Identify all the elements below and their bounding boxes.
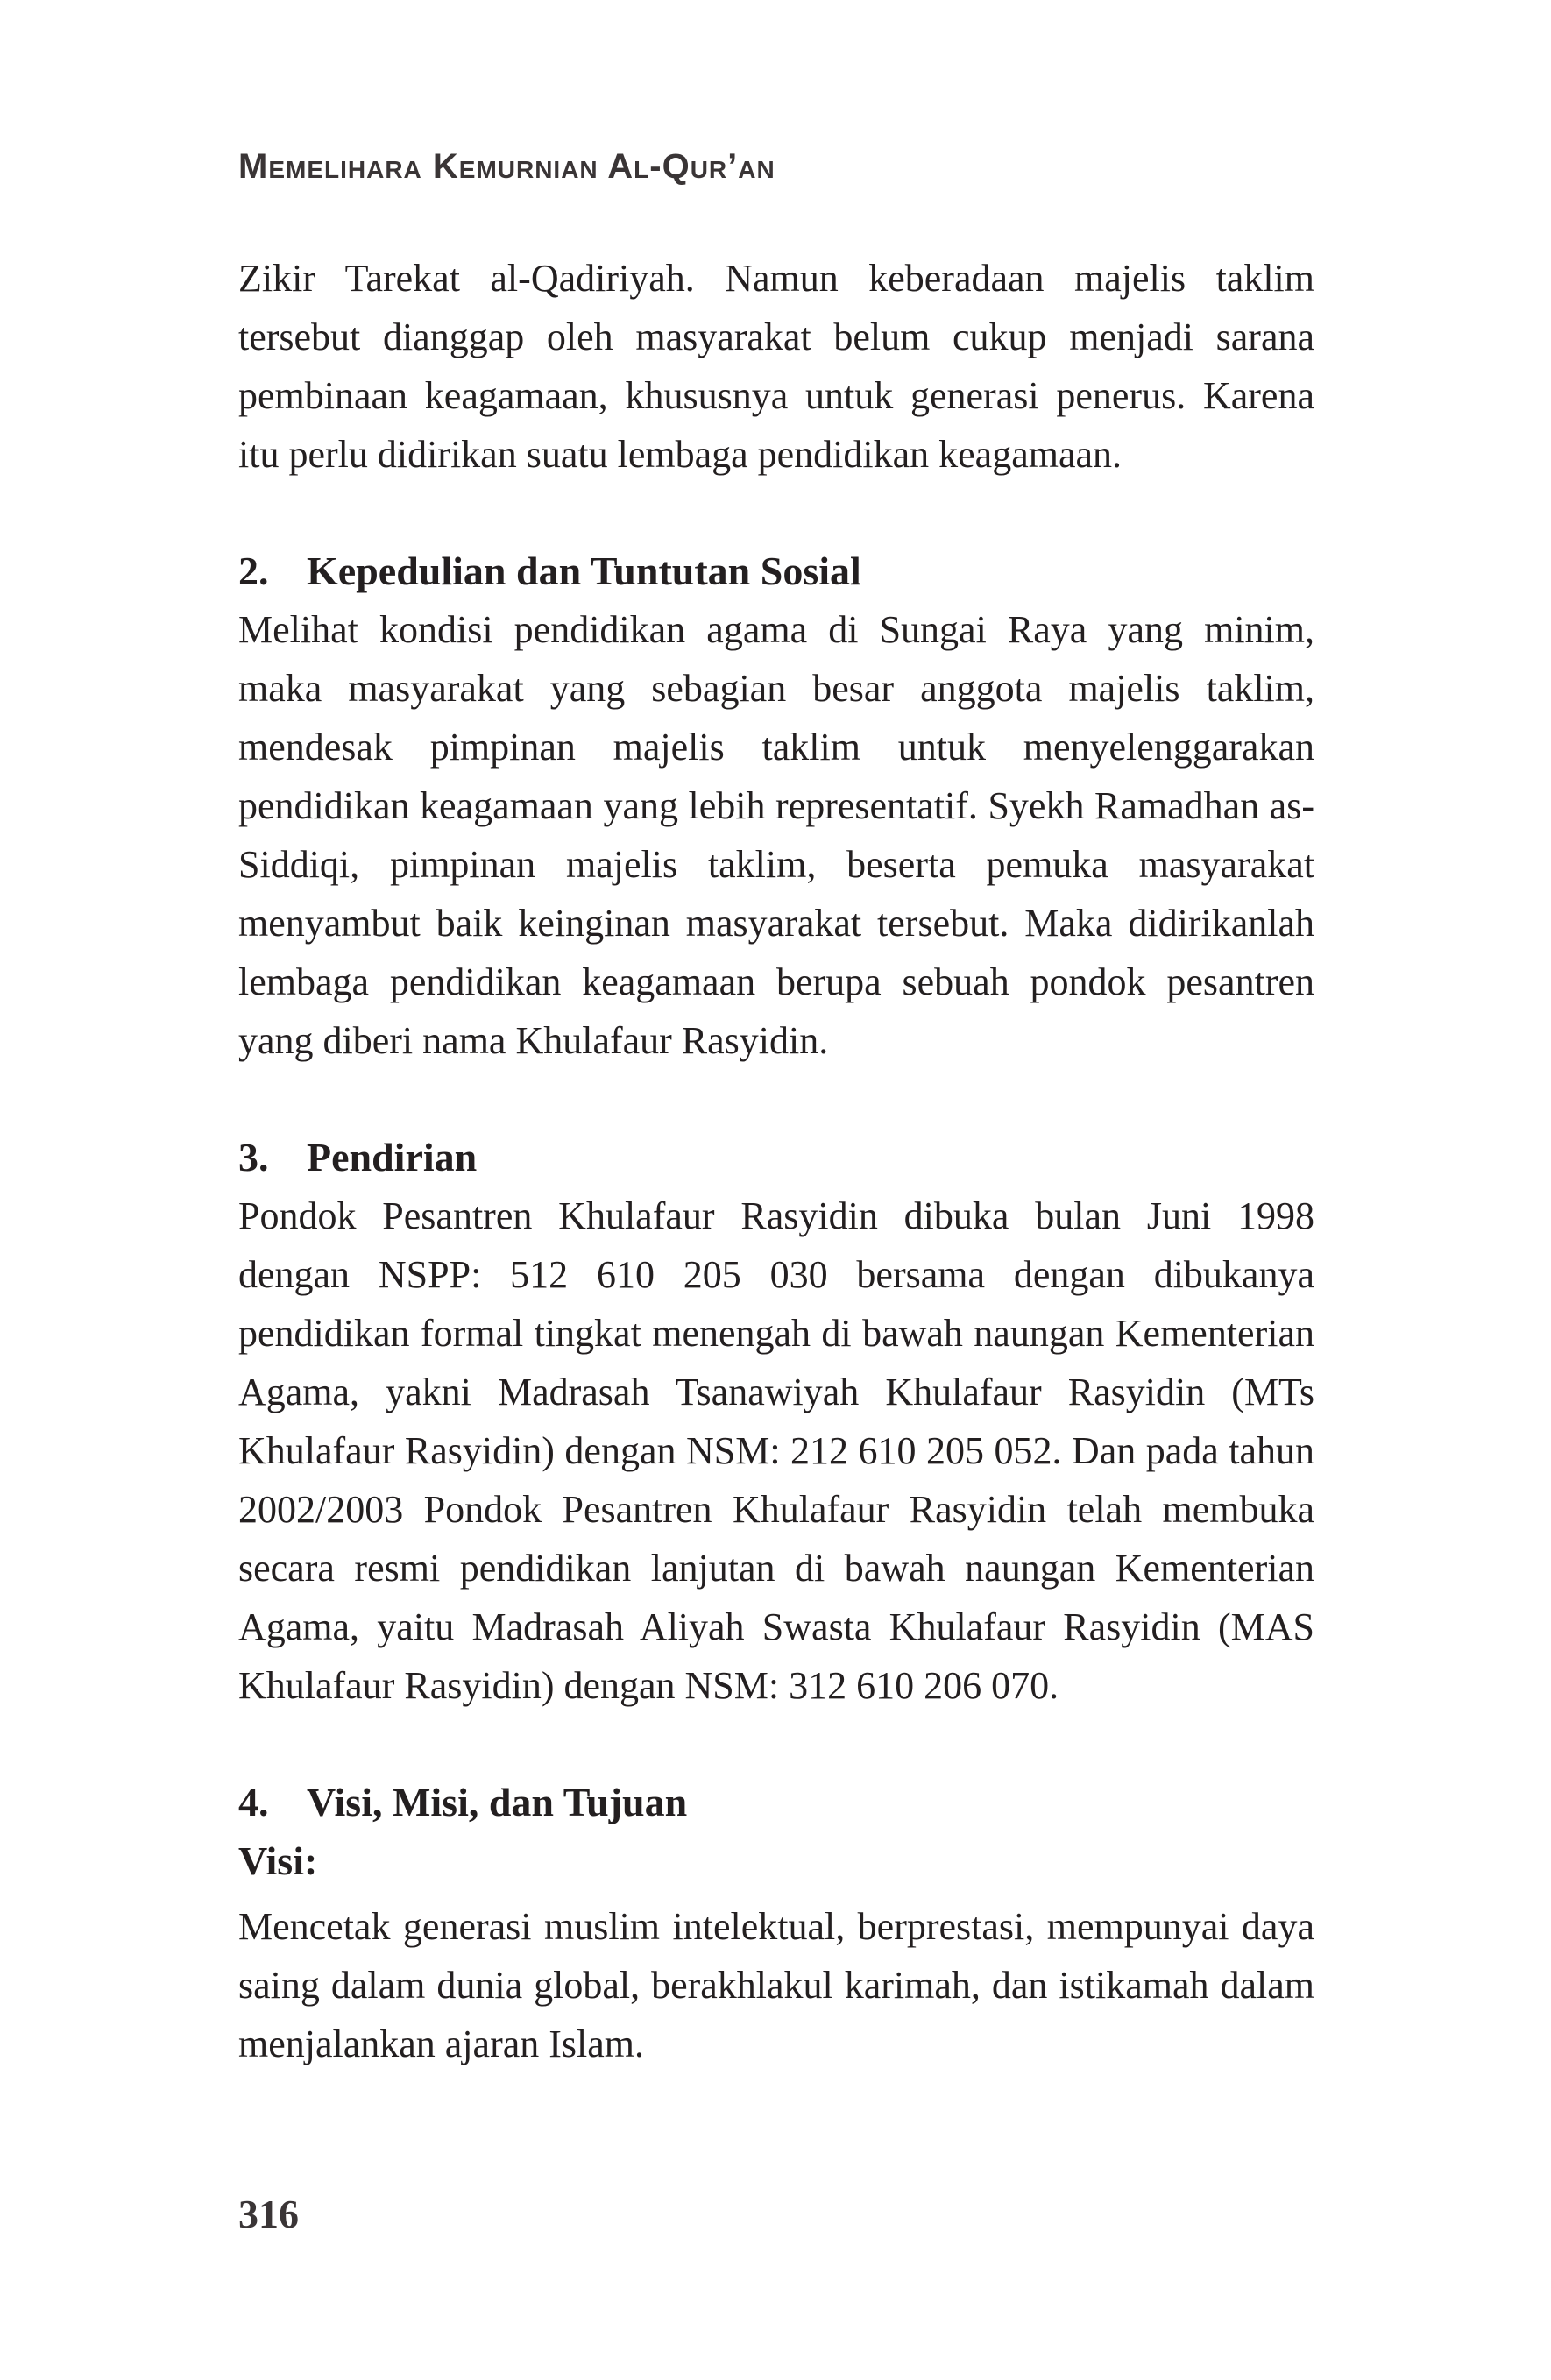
- section-heading-visi-misi: [238, 1773, 1314, 1831]
- section-title: Pendirian: [307, 1135, 478, 1179]
- section-paragraph-kepedulian: Melihat kondisi pendidikan agama di Sungai Raya yang minim, maka masyarakat yang sebagian besar anggota majelis taklim, mendesak pimpinan majelis taklim untuk menyelenggarakan pendidikan keagamaan yang lebih representatif. Syekh Ramadhan as-Siddiqi, pimpinan majelis taklim, beserta pemuka masyarakat menyambut baik keinginan masyarakat tersebut. Maka didirikanlah lembaga pendidikan keagamaan berupa sebuah pondok pesantren yang diberi nama Khulafaur Rasyidin.: [238, 608, 1314, 1062]
- section-number: 2.: [238, 549, 269, 593]
- section-number: 3.: [238, 1135, 269, 1179]
- section-number: 4.: [238, 1780, 269, 1824]
- sub-heading-visi: Visi:: [238, 1838, 318, 1883]
- section-title: Visi, Misi, dan Tujuan: [307, 1780, 688, 1824]
- running-header: Memelihara Kemurnian Al-Qur’an: [238, 147, 776, 186]
- section-heading-kepedulian: [238, 542, 1314, 600]
- page-content: [238, 249, 1314, 2073]
- section-paragraph-visi: Mencetak generasi muslim intelektual, berprestasi, mempunyai daya saing dalam dunia global, berakhlakul karimah, dan istikamah dalam menjalankan ajaran Islam.: [238, 1905, 1314, 2065]
- intro-paragraph: Zikir Tarekat al-Qadiriyah. Namun keberadaan majelis taklim tersebut dianggap oleh masyarakat belum cukup menjadi sarana pembinaan keagamaan, khususnya untuk generasi penerus. Karena itu perlu didirikan suatu lembaga pendidikan keagamaan.: [238, 257, 1314, 476]
- section-heading-pendirian: [238, 1128, 1314, 1186]
- section-paragraph-pendirian: Pondok Pesantren Khulafaur Rasyidin dibuka bulan Juni 1998 dengan NSPP: 512 610 205 030 bersama dengan dibukanya pendidikan formal tingkat menengah di bawah naungan Kementerian Agama, yakni Madrasah Tsanawiyah Khulafaur Rasyidin (MTs Khulafaur Rasyidin) dengan NSM: 212 610 205 052. Dan pada tahun 2002/2003 Pondok Pesantren Khulafaur Rasyidin telah membuka secara resmi pendidikan lanjutan di bawah naungan Kementerian Agama, yaitu Madrasah Aliyah Swasta Khulafaur Rasyidin (MAS Khulafaur Rasyidin) dengan NSM: 312 610 206 070.: [238, 1194, 1314, 1707]
- section-title: Kepedulian dan Tuntutan Sosial: [307, 549, 861, 593]
- page-number: 316: [238, 2192, 299, 2236]
